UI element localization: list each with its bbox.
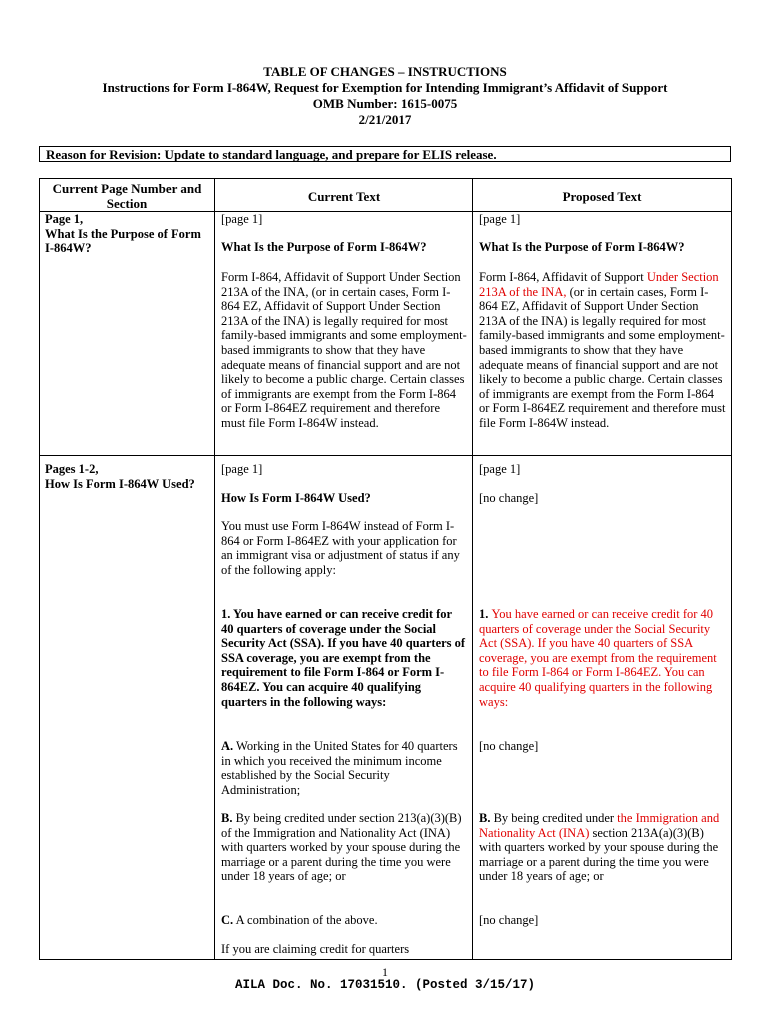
row2-current-intro: You must use Form I-864W instead of Form I-864 or Form I-864EZ with your application for an immigrant visa or adjustment of status if any of the following apply: xyxy=(221,519,460,577)
added-text: You have earned or can receive credit for 40 quarters of coverage under the Social Security Act (SSA). If you have 40 quarters of SSA coverage, you are exempt from the requirement to file Form I-864 or Form I-864EZ. You can acquire 40 qualifying quarters in the following ways: xyxy=(479,607,717,709)
column-header-current: Current Text xyxy=(307,189,381,204)
text-segment: (or in certain cases, Form I-864 EZ, Affidavit of Support Under Section 213A of the INA) is legally required for most family-based immigrants and some employment-based immigrants to show that they have adequate means of financial support and are not likely to become a public charge. Certain classes of immigrants are exempt from the Form I-864 or Form I-864EZ requirement and therefore must file Form I-864W instead. xyxy=(479,284,726,430)
row1-proposed-body xyxy=(479,270,727,431)
row1-proposed-heading: What Is the Purpose of Form I-864W? xyxy=(479,240,685,254)
row2-current-itemC xyxy=(221,913,467,928)
row1-current-heading: What Is the Purpose of Form I-864W? xyxy=(221,240,427,254)
row1-current-page: [page 1] xyxy=(221,212,263,226)
row2-proposed-page: [page 1] xyxy=(479,462,521,476)
column-header-proposed: Proposed Text xyxy=(562,189,642,204)
row2-current-itemB xyxy=(221,811,467,884)
row2-current-item1: 1. You have earned or can receive credit for 40 quarters of coverage under the Social Security Act (SSA). If you have 40 quarters of SSA coverage, you are exempt from the requirement to file Form I-864 or Form I-864EZ. You can acquire 40 qualifying quarters in the following ways: xyxy=(221,607,466,709)
item-label: 1. xyxy=(479,607,492,621)
row1-section: Page 1, What Is the Purpose of Form I-864W? xyxy=(45,212,201,256)
row2-current-heading: How Is Form I-864W Used? xyxy=(221,491,371,505)
revision-reason: Reason for Revision: Update to standard language, and prepare for ELIS release. xyxy=(39,146,731,162)
doc-reference: AILA Doc. No. 17031510. (Posted 3/15/17) xyxy=(234,978,536,992)
column-header-section: Current Page Number and Section xyxy=(52,181,202,211)
doc-date: 2/21/2017 xyxy=(358,112,412,127)
column-divider xyxy=(214,178,215,960)
row1-current-body: Form I-864, Affidavit of Support Under Section 213A of the INA, (or in certain cases, Form I-864 EZ, Affidavit of Support Under Section 213A of the INA) is legally required for most family-based immigrants and some employment- based immigrants to show that they have adequate means of financial support and are not likely to become a public charge. Certain classes of immigrants are exempt from the Form I-864 or Form I-864EZ requirement and therefore must file Form I-864W instead. xyxy=(221,270,467,430)
row2-current-trailing: If you are claiming credit for quarters xyxy=(221,942,410,956)
row2-proposed-itemB xyxy=(479,811,727,884)
text-segment: By being credited under xyxy=(490,811,618,825)
text-segment: Form I-864, Affidavit of Support xyxy=(479,270,647,284)
row2-proposed-itemA: [no change] xyxy=(479,739,539,753)
row2-proposed-heading-no-change: [no change] xyxy=(479,491,539,505)
item-text: Working in the United States for 40 quarters in which you received the minimum income established by the Social Security Administration; xyxy=(221,739,458,797)
page-number: 1 xyxy=(382,965,388,979)
item-label: C. xyxy=(221,913,234,927)
row2-section: Pages 1-2, How Is Form I-864W Used? xyxy=(45,462,195,491)
doc-title: TABLE OF CHANGES – INSTRUCTIONS xyxy=(263,64,507,79)
row2-proposed-itemC: [no change] xyxy=(479,913,539,927)
item-text: By being credited under section 213(a)(3)(B) of the Immigration and Nationality Act (INA) with quarters worked by your spouse during the marriage or a parent during the time you were under 18 years of age; or xyxy=(221,811,462,884)
doc-subtitle: Instructions for Form I-864W, Request for Exemption for Intending Immigrant’s Affidavit of Support xyxy=(102,80,668,95)
text-segment: section 213A(a)(3)(B) with quarters worked by your spouse during the marriage or a parent during the time you were under 18 years of age; or xyxy=(479,825,719,884)
item-label: B. xyxy=(221,811,233,825)
row2-proposed-item1 xyxy=(479,607,727,709)
row2-current-page: [page 1] xyxy=(221,462,263,476)
row-divider xyxy=(39,455,732,456)
added-text: the Immigration and Nationality Act (INA) xyxy=(479,811,720,840)
item-label: A. xyxy=(221,739,234,753)
item-text: A combination of the above. xyxy=(233,913,378,927)
added-text: Under Section 213A of the INA, xyxy=(479,270,719,299)
row1-proposed-page: [page 1] xyxy=(479,212,521,226)
column-divider xyxy=(472,178,473,960)
omb-number: OMB Number: 1615-0075 xyxy=(312,96,458,111)
item-label: B. xyxy=(479,811,491,825)
row2-current-itemA xyxy=(221,739,467,797)
